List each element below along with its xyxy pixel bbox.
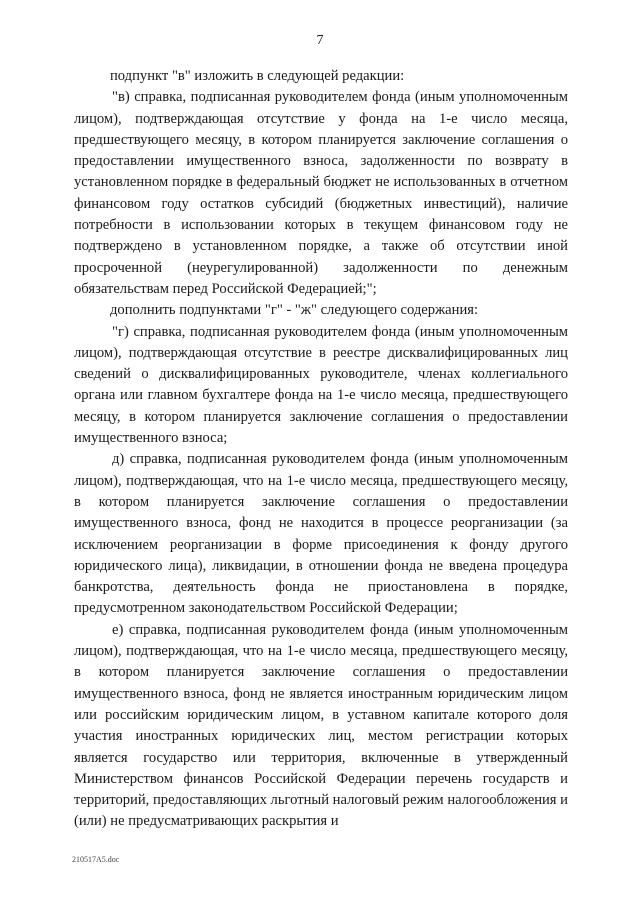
file-name-footer: 210517А5.doc: [72, 855, 120, 864]
paragraph-subpoint-e: е) справка, подписанная руководителем фонда (иным уполномоченным лицом), подтверждающая, что на 1-е число месяца, предшествующего месяцу, в котором планируется заключение соглашения о предоставлении имущественного взноса, фонд не является иностранным юридическим лицом или российским юридическим лицом, в уставном капитале которого доля участия иностранных юридических лиц, местом регистрации которых является государство или территория, включенные в утвержденный Министерством финансов Российской Федерации перечень государств и территорий, предоставляющих льготный налоговый режим налогообложения и (или) не предусматривающих раскрытия и: [74, 621, 568, 830]
paragraph-intro-v: подпункт "в" изложить в следующей редакции:: [110, 68, 405, 84]
page-number: 7: [316, 33, 324, 48]
paragraph-subpoint-g: "г) справка, подписанная руководителем фонда (иным уполномоченным лицом), подтверждающая отсутствие в реестре дисквалифицированных лиц сведений о дисквалифицированных руководителе, членах коллегиального органа или главном бухгалтере фонда на 1-е число месяца, предшествующего месяцу, в котором планируется заключение соглашения о предоставлении имущественного взноса;: [74, 323, 568, 447]
paragraph-subpoint-v: "в) справка, подписанная руководителем фонда (иным уполномоченным лицом), подтверждающая отсутствие у фонда на 1-е число месяца, предшествующего месяцу, в котором планируется заключение соглашения о предоставлении имущественного взноса, задолженности по возврату в установленном порядке в федеральный бюджет не использованных в отчетном финансовом году остатков субсидий (бюджетных инвестиций), наличие потребности в использовании которых в текущем финансовом году не подтверждено в установленном порядке, а также об отсутствии иной просроченной (неурегулированной) задолженности по денежным обязательствам перед Российской Федерацией;";: [74, 89, 568, 297]
paragraph-subpoint-d: д) справка, подписанная руководителем фонда (иным уполномоченным лицом), подтверждающая, что на 1-е число месяца, предшествующего месяцу, в котором планируется заключение соглашения о предоставлении имущественного взноса, фонд не находится в процессе реорганизации (за исключением реорганизации в форме присоединения к фонду другого юридического лица), ликвидации, в отношении фонда не введена процедура банкротства, деятельность фонда не приостановлена в порядке, предусмотренном законодательством Российской Федерации;: [74, 451, 568, 617]
document-body: [74, 66, 568, 833]
paragraph-intro-g-zh: дополнить подпунктами "г" - "ж" следующего содержания:: [110, 302, 479, 319]
